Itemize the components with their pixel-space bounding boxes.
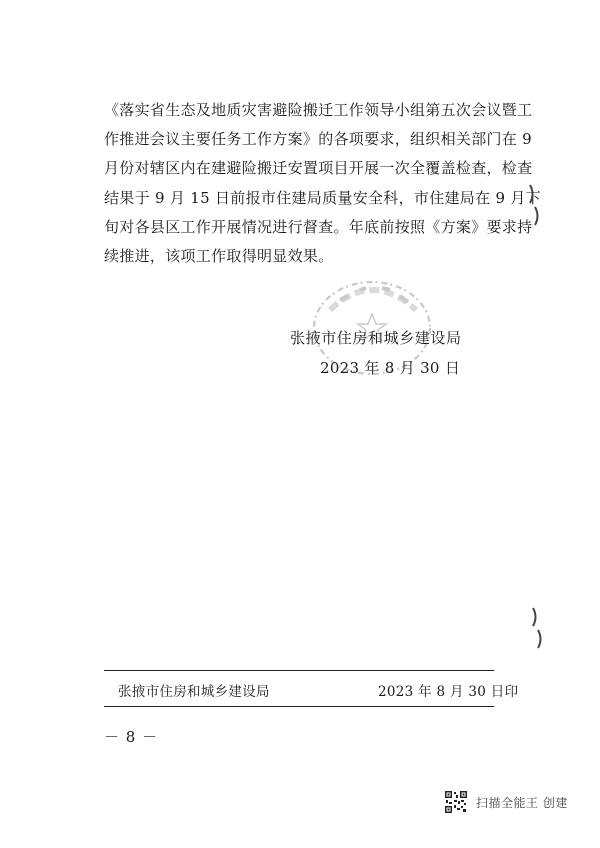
watermark-text: 扫描全能王 创建 [476,795,568,810]
body-paragraph [104,96,541,271]
binding-mark [527,183,537,205]
qr-code-icon [444,790,468,814]
body-line: 月份对辖区内在建避险搬迁安置项目开展一次全覆盖检查，检查 [104,159,533,178]
binding-mark [532,205,542,227]
body-line: 结果于 9 月 15 日前报市住建局质量安全科，市住建局在 9 月下 [104,188,541,207]
body-line: 作推进会议主要任务工作方案》的各项要求，组织相关部门在 9 [104,130,533,149]
footer-print-date: 2023 年 8 月 30 日印 [378,684,519,700]
body-line: 《落实省生态及地质灾害避险搬迁工作领导小组第五次会议暨工 [104,101,533,119]
signature-organization: 张掖市住房和城乡建设局 [290,329,462,347]
body-line: 续推进，该项工作取得明显效果。 [104,247,334,266]
footer-organization: 张掖市住房和城乡建设局 [118,684,270,700]
signature-date: 2023 年 8 月 30 日 [320,359,461,377]
footer-rule-top [104,670,494,671]
footer-rule-bottom [104,706,494,707]
page-number: － 8 － [104,728,159,746]
binding-mark [535,628,545,650]
binding-mark [530,606,540,628]
scanner-watermark [444,790,568,814]
body-line: 旬对各县区工作开展情况进行督查。年底前按照《方案》要求持 [104,217,533,236]
